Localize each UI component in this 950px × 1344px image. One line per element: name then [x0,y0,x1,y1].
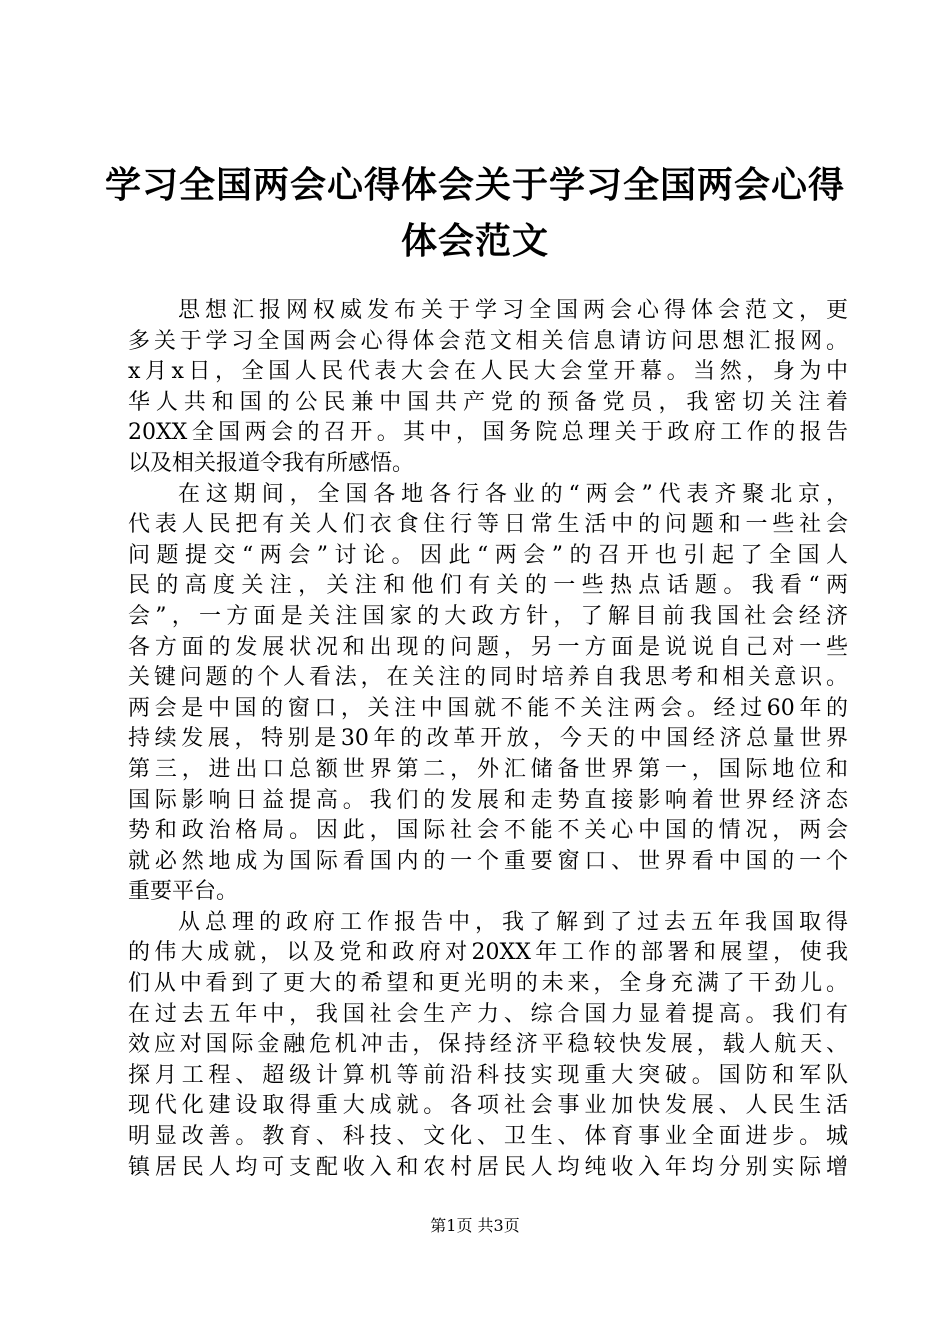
paragraph-line: 代表人民把有关人们衣食住行等日常生活中的问题和一些社会 [128,512,848,538]
paragraph-line: 各方面的发展状况和出现的问题，另一方面是说说自己对一些 [128,634,848,660]
document-title-line-1: 学习全国两会心得体会关于学习全国两会心得 [104,165,845,206]
paragraph [128,480,848,908]
paragraph-line: 明显改善。教育、科技、文化、卫生、体育事业全面进步。城 [128,1124,848,1150]
paragraph-line: 两会是中国的窗口，关注中国就不能不关注两会。经过60年的 [128,695,848,721]
paragraph-line: 国际影响日益提高。我们的发展和走势直接影响着世界经济态 [128,787,848,813]
paragraph-line: 民的高度关注，关注和他们有关的一些热点话题。我看“两 [128,573,848,599]
paragraph-line: 以及相关报道令我有所感悟。 [128,450,415,476]
paragraph-line: 现代化建设取得重大成就。各项社会事业加快发展、人民生活 [128,1093,848,1119]
document-body [128,296,848,1183]
paragraph-line: 在过去五年中，我国社会生产力、综合国力显着提高。我们有 [128,1001,848,1027]
paragraph-line: 探月工程、超级计算机等前沿科技实现重大突破。国防和军队 [128,1062,848,1088]
document-title-line-2: 体会范文 [400,221,549,262]
paragraph-line: 思想汇报网权威发布关于学习全国两会心得体会范文，更 [178,298,848,323]
paragraph-line: 从总理的政府工作报告中，我了解到了过去五年我国取得 [178,909,848,935]
paragraph-line: 们从中看到了更大的希望和更光明的未来，全身充满了干劲儿。 [128,971,848,997]
paragraph-line: 会”，一方面是关注国家的大政方针，了解目前我国社会经济 [128,603,848,629]
paragraph-line: 第三，进出口总额世界第二，外汇储备世界第一，国际地位和 [128,756,848,782]
paragraph [128,908,848,1183]
paragraph-line: 关键问题的个人看法，在关注的同时培养自我思考和相关意识。 [128,665,848,691]
page-footer: 第1页 共3页 [430,1216,520,1235]
paragraph-line: 效应对国际金融危机冲击，保持经济平稳较快发展，载人航天、 [128,1032,848,1058]
paragraph-line: 20XX全国两会的召开。其中，国务院总理关于政府工作的报告 [128,420,848,446]
paragraph-line: 就必然地成为国际看国内的一个重要窗口、世界看中国的一个 [128,848,848,874]
paragraph-line: 的伟大成就，以及党和政府对20XX年工作的部署和展望，使我 [128,940,848,966]
paragraph-line: 在这期间，全国各地各行各业的“两会”代表齐聚北京， [178,481,848,507]
paragraph-line: 多关于学习全国两会心得体会范文相关信息请访问思想汇报网。 [128,328,848,354]
paragraph [128,296,848,480]
paragraph-line: 镇居民人均可支配收入和农村居民人均纯收入年均分别实际增 [128,1154,848,1180]
paragraph-line: 势和政治格局。因此，国际社会不能不关心中国的情况，两会 [128,818,848,844]
paragraph-line: 问题提交“两会”讨论。因此“两会”的召开也引起了全国人 [128,542,848,568]
paragraph-line: 持续发展，特别是30年的改革开放，今天的中国经济总量世界 [128,726,848,752]
paragraph-line: 重要平台。 [128,879,239,905]
paragraph-line: x月x日，全国人民代表大会在人民大会堂开幕。当然，身为中 [128,359,848,385]
paragraph-line: 华人共和国的公民兼中国共产党的预备党员，我密切关注着 [128,389,848,415]
